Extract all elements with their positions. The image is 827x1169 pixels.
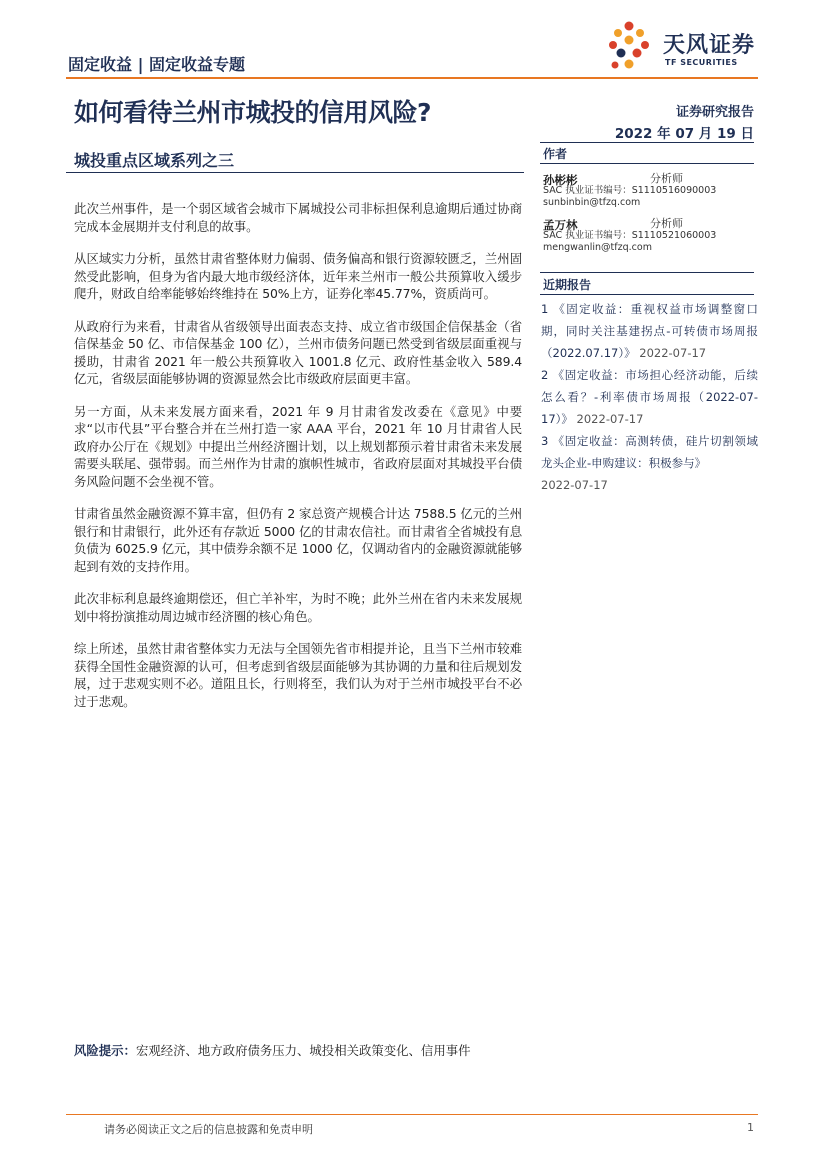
footer-divider xyxy=(66,1114,758,1115)
recent-divider xyxy=(540,272,754,273)
authors-divider xyxy=(540,142,754,143)
recent-report-date: 2022-07-17 xyxy=(541,478,608,492)
body-paragraph: 另一方面，从未来发展方面来看，2021 年 9 月甘肃省发改委在《意见》中要求“以市代县”平台整合并在兰州打造一家 AAA 平台，2021 年 10 月甘肃省人民政府办公厅在《规划》中提出兰州经济圈计划，以上规划都预示着甘肃省未来发展需要头联尾、强带弱。而兰州作为甘肃的旗帜性城市，省政府层面对其城投平台债务风险问题不会坐视不管。 xyxy=(74,403,522,489)
risk-text: 宏观经济、地方政府债务压力、城投相关政策变化、信用事件 xyxy=(135,1043,471,1058)
risk-label: 风险提示： xyxy=(74,1043,136,1058)
title-divider xyxy=(66,172,524,173)
company-logo xyxy=(607,20,757,76)
author-license: SAC 执业证书编号：S1110516090003 xyxy=(543,185,717,196)
logo-mark-icon xyxy=(607,20,659,76)
body-paragraph: 此次非标利息最终逾期偿还，但亡羊补牢，为时不晚；此外兰州在省内未来发展规划中将扮演推动周边城市经济圈的核心角色。 xyxy=(74,591,522,624)
recent-report-item[interactable] xyxy=(541,430,758,496)
author-name: 孟万林 xyxy=(543,218,578,232)
recent-reports-list xyxy=(541,298,758,496)
authors-heading: 作者 xyxy=(543,147,568,161)
authors-subdivider xyxy=(540,163,754,164)
recent-report-date: 2022-07-17 xyxy=(576,412,644,426)
author-name: 孙彬彬 xyxy=(543,173,578,187)
recent-report-item[interactable] xyxy=(541,364,758,430)
body-paragraph: 甘肃省虽然金融资源不算丰富，但仍有 2 家总资产规模合计达 7588.5 亿元的兰州银行和甘肃银行，此外还有存款近 5000 亿的甘肃农信社。而甘肃省全省城投有息负债为 6025.9 亿元，其中债券余额不足 1000 亿，仅调动省内的金融资源就能够起到有效的支持作用。 xyxy=(74,506,522,574)
body-paragraph: 从政府行为来看，甘肃省从省级领导出面表态支持、成立省市级国企信保基金（省信保基金 50 亿、市信保基金 100 亿），兰州市债务问题已然受到省级层面重视与援助，甘肃省 2021 年一般公共预算收入 1001.8 亿元、政府性基金收入 589.4 亿元，省级层面能够协调的资源显然会比市级政府层面更丰富。 xyxy=(74,318,522,386)
footer-disclaimer[interactable]: 请务必阅读正文之后的信息披露和免责申明 xyxy=(104,1123,313,1136)
header-divider xyxy=(66,77,758,79)
logo-chinese-name: 天风证券 xyxy=(663,33,756,58)
report-subtitle: 城投重点区域系列之三 xyxy=(74,151,235,170)
recent-reports-heading: 近期报告 xyxy=(543,278,592,292)
recent-report-title[interactable]: 3 《固定收益：高测转债，硅片切割领域龙头企业-申购建议：积极参与》 xyxy=(541,434,758,470)
summary-body xyxy=(74,200,522,725)
report-date: 2022 年 07 月 19 日 xyxy=(614,126,754,142)
author-card xyxy=(543,214,757,254)
recent-report-item[interactable] xyxy=(541,298,758,364)
recent-report-title[interactable]: 2 《固定收益：市场担心经济动能，后续怎么看？-利率债市场周报（2022-07-17）》 xyxy=(541,368,758,426)
report-title: 如何看待兰州市城投的信用风险? xyxy=(74,98,432,127)
recent-subdivider xyxy=(540,294,754,295)
body-paragraph: 从区域实力分析，虽然甘肃省整体财力偏弱、债务偏高和银行资源较匮乏，兰州固然受此影响，但身为省内最大地市级经济体，近年来兰州市一般公共预算收入缓步爬升，财政自给率能够始终维持在 50%上方，证券化率45.77%，资质尚可。 xyxy=(74,251,522,301)
author-email[interactable]: mengwanlin@tfzq.com xyxy=(543,242,652,253)
author-email[interactable]: sunbinbin@tfzq.com xyxy=(543,197,641,208)
page-number: 1 xyxy=(747,1121,754,1134)
author-license: SAC 执业证书编号：S1110521060003 xyxy=(543,230,717,241)
report-type: 证券研究报告 xyxy=(675,105,754,120)
author-role: 分析师 xyxy=(650,172,683,185)
body-paragraph: 综上所述，虽然甘肃省整体实力无法与全国领先省市相提并论，且当下兰州市较难获得全国性金融资源的认可，但考虑到省级层面能够为其协调的力量和往后规划发展，过于悲观实则不必。道阻且长，行则将至，我们认为对于兰州市城投平台不必过于悲观。 xyxy=(74,641,522,709)
body-paragraph: 此次兰州事件，是一个弱区域省会城市下属城投公司非标担保利息逾期后通过协商完成本金展期并支付利息的故事。 xyxy=(74,201,522,234)
report-category: 固定收益 | 固定收益专题 xyxy=(68,55,245,74)
author-card xyxy=(543,169,757,209)
risk-warning xyxy=(74,1041,534,1059)
logo-english-name: TF SECURITIES xyxy=(665,58,738,67)
recent-report-date: 2022-07-17 xyxy=(639,346,707,360)
author-role: 分析师 xyxy=(650,217,683,230)
recent-report-title[interactable]: 1 《固定收益：重视权益市场调整窗口期，同时关注基建拐点-可转债市场周报（2022.07.17）》 xyxy=(541,302,758,360)
